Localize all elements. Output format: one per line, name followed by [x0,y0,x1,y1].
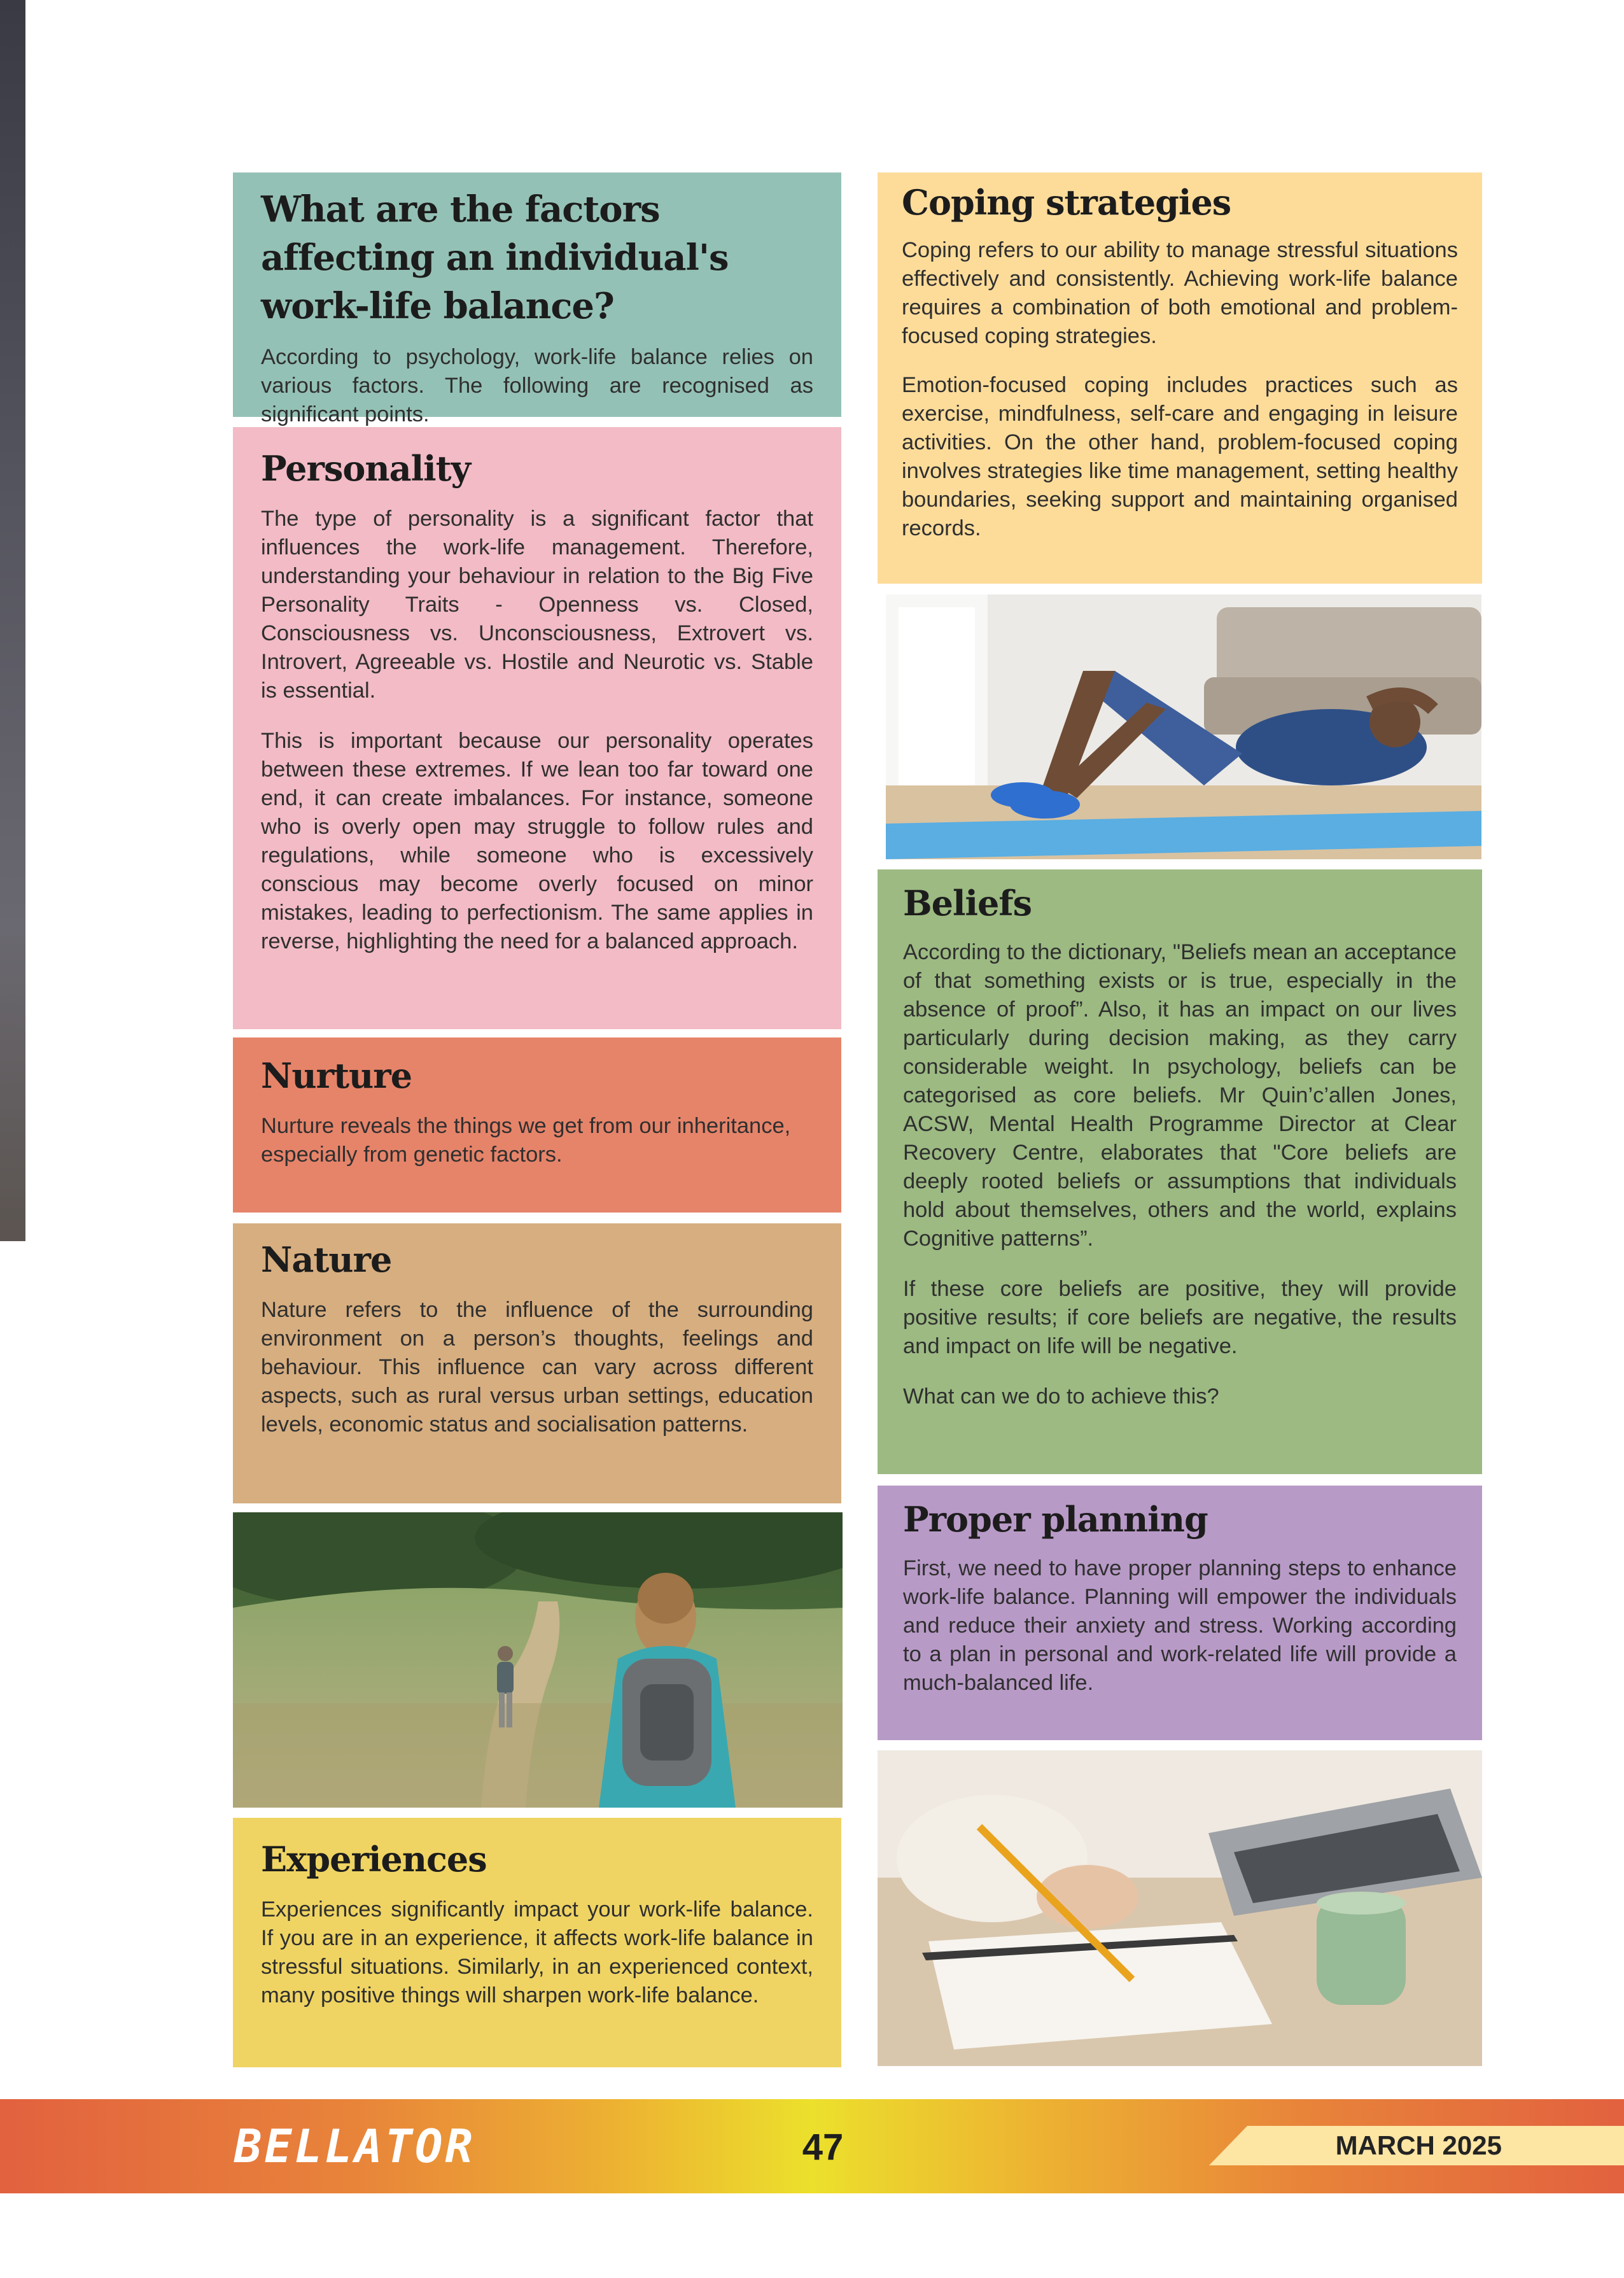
page-number: 47 [802,2127,844,2168]
personality-box [233,427,841,1029]
beliefs-text-2: If these core beliefs are positive, they will provide positive results; if core beliefs are negative, the results and impact on life will be negative. [903,1277,1457,1358]
nurture-heading: Nurture [261,1055,412,1096]
experiences-text: Experiences significantly impact your work-life balance. If you are in an experience, it affects work-life balance in stressful situations. Similarly, in an experienced context, many positive things will sharpen work-life balance. [261,1897,813,2007]
issue-date: MARCH 2025 [1335,2130,1502,2160]
coping-heading: Coping strategies [902,182,1231,223]
beliefs-text-3: What can we do to achieve this? [903,1384,1219,1409]
planning-heading: Proper planning [903,1499,1208,1540]
experiences-heading: Experiences [261,1839,487,1880]
experiences-box [233,1818,841,2067]
nurture-box [233,1037,841,1213]
beliefs-text-1: According to the dictionary, "Beliefs mean an acceptance of that something exists or is true, especially in the absence of proof”. Also, it has an impact on our lives particularly during decision making, as they carry considerable weight. In psychology, beliefs can be categorised as core beliefs. Mr Quin’c’allen Jones, ACSW, Mental Health Programme Director at Clear Recovery Centre, elaborates that "Core beliefs are deeply rooted beliefs or assumptions that individuals hold about themselves, others and the world, explains Cognitive patterns”. [903,940,1457,1251]
nurture-text: Nurture reveals the things we get from our inheritance, especially from genetic factors. [261,1114,791,1167]
coping-box [878,172,1482,584]
coping-text-1: Coping refers to our ability to manage stressful situations effectively and consistently. Achieving work-life balance requires a combination of both emotional and problem-focused coping strategies. [902,238,1458,348]
left-edge-photo-strip [0,0,25,1241]
planning-box [878,1486,1482,1740]
factors-text: According to psychology, work-life balance relies on various factors. The following are recognised as significant points. [261,345,813,426]
personality-heading: Personality [261,448,470,489]
beliefs-heading: Beliefs [903,883,1032,924]
factors-box [233,172,841,426]
nature-box [233,1223,841,1503]
beliefs-box [878,869,1482,1474]
bellator-logo: BELLATOR [234,2120,475,2173]
coping-text-2: Emotion-focused coping includes practices such as exercise, mindfulness, self-care and engaging in leisure activities. On the other hand, problem-focused coping involves strategies like time management, setting healthy boundaries, seeking support and maintaining organised records. [902,373,1458,540]
personality-text-2: This is important because our personality operates between these extremes. If we lean too far toward one end, it can create imbalances. For instance, someone who is overly open may struggle to follow rules and regulations, while someone who is excessively conscious may become overly focused on minor mistakes, leading to perfectionism. The same applies in reverse, highlighting the need for a balanced approach. [261,729,813,953]
exercise-photo [886,594,1481,859]
nature-text: Nature refers to the influence of the surrounding environment on a person’s thoughts, feelings and behaviour. This influence can vary across different aspects, such as rural versus urban settings, education levels, economic status and socialisation patterns. [261,1298,813,1437]
personality-text-1: The type of personality is a significant factor that influences the work-life management. Therefore, understanding your behaviour in relation to the Big Five Personality Traits - Openness vs. Closed, Consciousness vs. Unconsciousness, Extrovert vs. Introvert, Agreeable vs. Hostile and Neurotic vs. Stable is essential. [261,507,813,703]
hikers-photo [233,1512,843,1808]
factors-heading: What are the factors affecting an individual's work-life balance? [261,188,729,327]
writing-photo [878,1750,1482,2066]
planning-text: First, we need to have proper planning steps to enhance work-life balance. Planning will empower the individuals and reduce their anxiety and stress. Working according to a plan in personal and work-related life will provide a much-balanced life. [903,1556,1457,1695]
nature-heading: Nature [261,1239,392,1280]
